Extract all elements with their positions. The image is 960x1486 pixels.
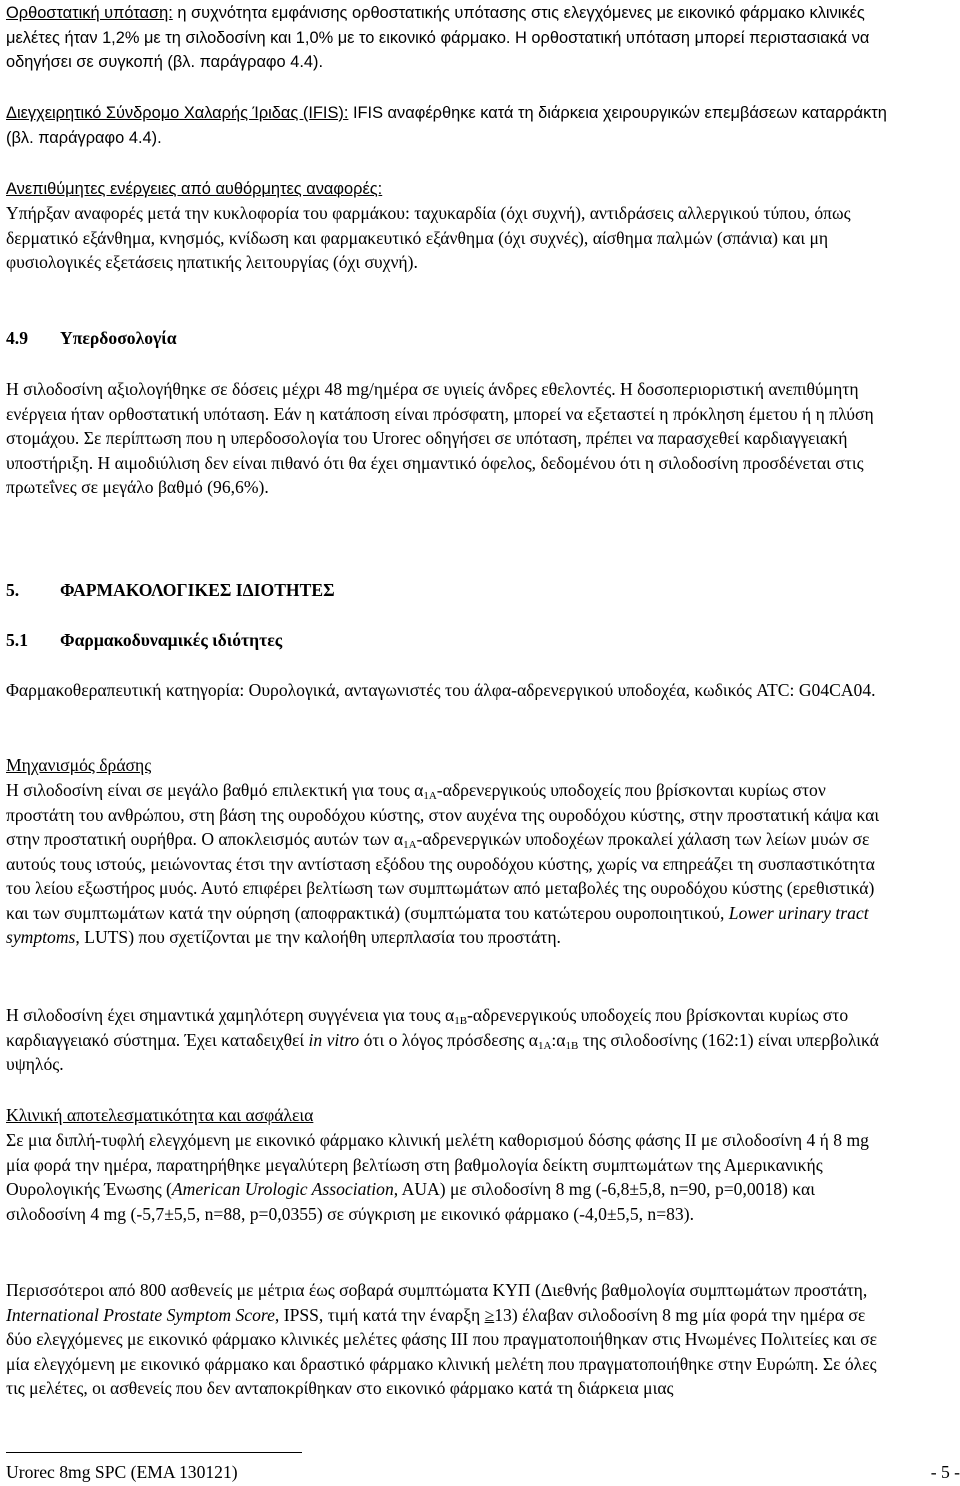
subscript-1b: 1B (565, 1039, 579, 1052)
mechanism-p2-d: της σιλοδοσίνης (162:1) είναι υπερβολικά υψηλός. (6, 1029, 879, 1074)
efficacy-heading-line (6, 1103, 890, 1128)
aua-term: American Urologic Association (171, 1179, 394, 1199)
greater-equal-symbol: ≥ (484, 1304, 495, 1325)
orthostatic-paragraph (6, 1, 890, 75)
mechanism-p1-c: -αδρενεργικών υποδοχέων προκαλεί χάλαση των λείων μυών σε αυτούς τους ιστούς, μειώνοντας έτσι την αντίσταση εξόδου της ουροδόχου κύστης, χωρίς να επηρεάζει τη συσπαστικότητα του λείου εξωστήρος μυός. Αυτό επιφέρει βελτίωση των συμπτωμάτων από μεταβολές της ουροδόχου κύστης (ερεθιστικά) και των συμπτωμάτων κατά την ούρηση (αποφρακτικά) (συμπτώματα του κατώτερου ουροποιητικού, (6, 829, 875, 923)
efficacy-p1-b: , AUA) με σιλοδοσίνη 8 mg (-6,8±5,8, n=90, p=0,0018) και σιλοδοσίνη 4 mg (-5,7±5,5, n=88, p=0,0355) σε σύγκριση με εικονικό φάρμακο (-4,0±5,5, n=83). (6, 1179, 815, 1224)
mechanism-paragraph-1 (6, 778, 890, 950)
efficacy-p2-a: Περισσότεροι από 800 ασθενείς με μέτρια έως σοβαρά συμπτώματα ΚΥΠ (Διεθνής βαθμολογία συμπτωμάτων προστάτη, (6, 1280, 868, 1300)
mechanism-p2-c: ότι ο λόγος πρόσδεσης α (359, 1029, 538, 1050)
subscript-1b: 1B (454, 1015, 468, 1027)
luts-term: Lower urinary tract symptoms (6, 902, 869, 947)
efficacy-p2-c: 13) έλαβαν σιλοδοσίνη 8 mg μία φορά την ημέρα σε δύο ελεγχόμενες με εικονικό φάρμακο κλινικές μελέτες φάσης III που πραγματοποιήθηκαν στις Ηνωμένες Πολιτείες και σε μία ελεγχόμενη με εικονικό φάρμακο και δραστικό φάρμακο κλινική μελέτη που πραγματοποιήθηκε στην Ευρώπη. Σε όλες τις μελέτες, οι ασθενείς που δεν ανταποκρίθηκαν στο εικονικό φάρμακο κατά τη διάρκεια μιας (6, 1304, 878, 1398)
mechanism-p1-b: -αδρενεργικούς υποδοχείς που βρίσκονται κυρίως στον προστάτη του ανθρώπου, στη βάση της ουροδόχου κύστης, στον αυχένα της ουροδόχου κύστης, στην προστατική κάψα και στην προστατική ουρήθρα. Ο αποκλεισμός αυτών των α (6, 780, 880, 849)
mechanism-p2-colon: :α (551, 1029, 566, 1050)
mechanism-p1-d: , LUTS) που σχετίζονται με την καλοήθη υπερπλασία του προστάτη. (75, 927, 561, 947)
in-vitro-term: in vitro (308, 1029, 360, 1050)
overdose-num: 4.9 (6, 328, 28, 348)
overdose-title: Υπερδοσολογία (60, 328, 177, 348)
mechanism-p2-b: -αδρενεργικούς υποδοχείς που βρίσκονται κυρίως στο καρδιαγγειακό σύστημα. Έχει καταδειχθεί (6, 1005, 849, 1050)
adverse-text: Υπήρξαν αναφορές μετά την κυκλοφορία του φαρμάκου: ταχυκαρδία (όχι συχνή), αντιδράσεις αλλεργικού τύπου, όπως δερματικό εξάνθημα, κνησμός, κνίδωση και φαρμακευτικό εξάνθημα (όχι συχνές), αίσθημα παλμών (σπάνια) και μη φυσιολογικές εξετάσεις ηπατικής λειτουργίας (όχι συχνή). (6, 203, 851, 272)
subscript-1a: 1A (403, 839, 417, 851)
section5-heading (6, 578, 890, 603)
adverse-label: Ανεπιθύμητες ενέργειες από αυθόρμητες αναφορές: (6, 180, 383, 198)
subscript-1a: 1A (423, 790, 437, 802)
efficacy-heading: Κλινική αποτελεσματικότητα και ασφάλεια (6, 1105, 314, 1125)
overdose-heading (6, 326, 890, 351)
section51-num: 5.1 (6, 630, 28, 650)
subscript-1a: 1A (537, 1039, 552, 1052)
efficacy-p1-a: Σε μια διπλή-τυφλή ελεγχόμενη με εικονικό φάρμακο κλινική μελέτη καθορισμού δόσης φάσης II με σιλοδοσίνη 4 ή 8 mg μία φορά την ημέρα, παρατηρήθηκε μεγαλύτερη βελτίωση στη βαθμολογία δείκτη συμπτωμάτων της Αμερικανικής Ουρολογικής Ένωσης ( (6, 1130, 869, 1199)
efficacy-paragraph-2 (6, 1278, 890, 1401)
ipss-term: International Prostate Symptom Score (6, 1304, 275, 1325)
section5-title: ΦΑΡΜΑΚΟΛΟΓΙΚΕΣ ΙΔΙΟΤΗΤΕΣ (60, 580, 335, 600)
overdose-text: Η σιλοδοσίνη αξιολογήθηκε σε δόσεις μέχρι 48 mg/ημέρα σε υγιείς άνδρες εθελοντές. Η δοσοπεριοριστική ανεπιθύμητη ενέργεια ήταν ορθοστατική υπόταση. Εάν η κατάποση είναι πρόσφατη, μπορεί να εξεταστεί η πρόκληση έμετου ή η πλύση στομάχου. Σε περίπτωση που η υπερδοσολογία του Urorec οδηγήσει σε υπόταση, πρέπει να παρασχεθεί καρδιαγγειακή υποστήριξη. Η αιμοδιύλιση δεν είναι πιθανό ότι θα έχει σημαντικό όφελος, δεδομένου ότι η σιλοδοσίνη προσδένεται στις πρωτεΐνες σε μεγάλο βαθμό (96,6%). (6, 379, 874, 497)
section5-num: 5. (6, 580, 20, 600)
adverse-label-line (6, 177, 890, 202)
ifis-label: Διεγχειρητικό Σύνδρομο Χαλαρής Ίριδας (IFIS): (6, 104, 349, 122)
efficacy-paragraph-1 (6, 1128, 890, 1226)
orthostatic-label: Ορθοστατική υπόταση: (6, 4, 173, 22)
mechanism-heading: Μηχανισμός δράσης (6, 755, 152, 775)
efficacy-p2-b: , IPSS, τιμή κατά την έναρξη (274, 1304, 485, 1325)
footer-page-number: - 5 - (930, 1462, 960, 1482)
section51-title: Φαρμακοδυναμικές ιδιότητες (60, 630, 283, 650)
ifis-paragraph (6, 101, 890, 150)
mechanism-p1-a: Η σιλοδοσίνη είναι σε μεγάλο βαθμό επιλεκτική για τους α (6, 780, 424, 800)
ifis-text: IFIS αναφέρθηκε κατά τη διάρκεια χειρουργικών επεμβάσεων καταρράκτη (βλ. παράγραφο 4.4). (6, 104, 887, 147)
atc-text: Φαρμακοθεραπευτική κατηγορία: Ουρολογικά, ανταγωνιστές του άλφα-αδρενεργικού υποδοχέα, κωδικός ATC: G04CA04. (6, 680, 876, 700)
footer-document-id: Urorec 8mg SPC (EMA 130121) (6, 1462, 238, 1482)
mechanism-paragraph-2 (6, 1003, 890, 1077)
orthostatic-text: η συχνότητα εμφάνισης ορθοστατικής υπότασης στις ελεγχόμενες με εικονικό φάρμακο κλινικές μελέτες ήταν 1,2% με τη σιλοδοσίνη και 1,0% με το εικονικό φάρμακο. Η ορθοστατική υπόταση μπορεί περιστασιακά να οδηγήσει σε συγκοπή (βλ. παράγραφο 4.4). (6, 4, 870, 71)
mechanism-p2-a: Η σιλοδοσίνη έχει σημαντικά χαμηλότερη συγγένεια για τους α (6, 1005, 455, 1025)
mechanism-heading-line (6, 753, 890, 778)
section51-heading (6, 628, 890, 653)
footer-rule (6, 1452, 302, 1453)
